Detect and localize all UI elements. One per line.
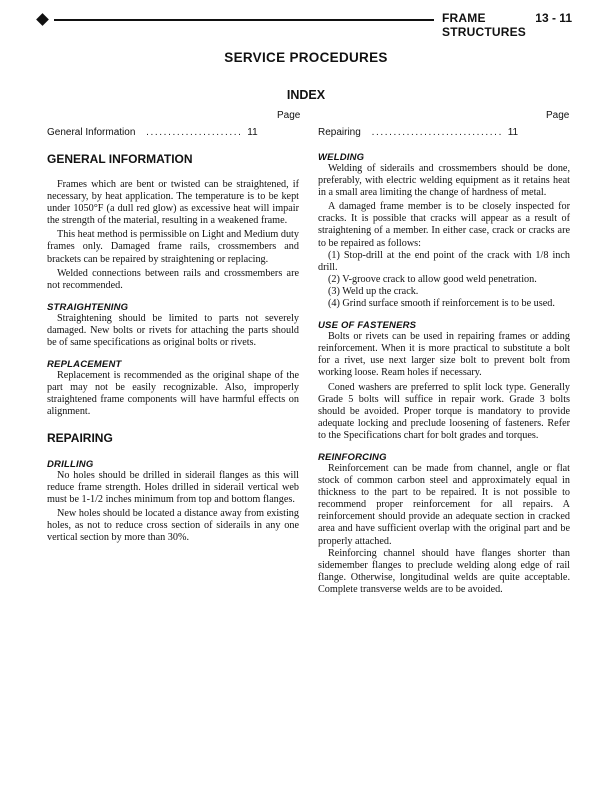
index-entry-repairing[interactable] [318, 127, 518, 138]
paragraph: This heat method is permissible on Light and Medium duty frames only. Damaged frame rails, crossmembers and brackets can be repaired by straightening or replacing. [47, 229, 299, 265]
paragraph: Frames which are bent or twisted can be straightened, if necessary, by heat application. The temperature is to be kept under 1050°F (a dull red glow) as excessive heat will impair the strength of the material, resulting in a weakened frame. [47, 179, 299, 227]
index-entry-dots: .............................. [371, 127, 503, 138]
paragraph: Bolts or rivets can be used in repairing frames or adding reinforcement. When it is more practical to substitute a bolt for a rivet, use next larger size bolt to prevent bolt from working loose. Ream holes if necessary. [318, 331, 570, 379]
diamond-icon [36, 13, 49, 26]
paragraph: A damaged frame member is to be closely inspected for cracks. It is possible that cracks will appear as a result of straightening of a member. In either case, crack or cracks are to be repaired as follows: [318, 201, 570, 249]
paragraph: Straightening should be limited to parts not severely damaged. New bolts or rivets for attaching the parts should be of same specifications as original bolts or rivets. [47, 312, 299, 349]
paragraph: Welding of siderails and crossmembers should be done, preferably, with electric welding equipment as it retains heat in a small area limiting the change of hardness of metal. [318, 163, 570, 199]
index-entry-page: 11 [507, 127, 519, 138]
paragraph: New holes should be located a distance away from existing holes, as not to reduce cross section of siderails in any one vertical section by more than 30%. [47, 507, 299, 543]
welding-heading: WELDING [318, 152, 365, 163]
straightening-heading: STRAIGHTENING [47, 301, 129, 313]
page-header [38, 10, 572, 39]
left-column [47, 152, 299, 544]
repairing-heading: REPAIRING [47, 430, 113, 445]
page-number: 13 - 11 [535, 11, 572, 25]
index-entry-label: General Information [47, 127, 136, 138]
paragraph: Welded connections between rails and crossmembers are not recommended. [47, 267, 299, 291]
paragraph: Reinforcing channel should have flanges shorter than sidemember flanges to preclude welding along edge of rail flange. Otherwise, longitudinal welds are quite acceptable. Complete transverse welds are to be avoided. [318, 547, 570, 595]
index-page-label-right: Page [546, 110, 570, 121]
header-rule [54, 19, 434, 21]
drilling-heading: DRILLING [47, 458, 94, 470]
index-entry-page: 11 [247, 127, 258, 138]
step-item: (3) Weld up the crack. [328, 285, 419, 297]
step-item: (4) Grind surface smooth if reinforcement is to be used. [328, 298, 555, 310]
fasteners-heading: USE OF FASTENERS [318, 320, 417, 332]
paragraph: Replacement is recommended as the original shape of the part may not be easily recognizable. Also, improperly straightened frame components will have harmful effects on alignment. [47, 370, 299, 418]
step-item: (2) V-groove crack to allow good weld penetration. [328, 273, 537, 285]
replacement-heading: REPLACEMENT [47, 359, 122, 371]
paragraph: Coned washers are preferred to split lock type. Generally Grade 5 bolts will suffice in repair work. Grade 3 bolts should be avoided. Proper torque is mandatory to provide adequate locking and preclude loosening of fasteners. Refer to the Specifications chart for bolt grades and torques. [318, 381, 570, 441]
index-entry-dots: ...................... [146, 127, 243, 138]
right-column [318, 152, 570, 596]
reinforcing-heading: REINFORCING [318, 451, 387, 463]
page-title: SERVICE PROCEDURES [224, 50, 388, 65]
paragraph: No holes should be drilled in siderail flanges as this will reduce frame strength. Holes drilled in siderail vertical web must be 1-1/2 inches minimum from top and bottom flanges. [47, 469, 299, 505]
paragraph: Reinforcement can be made from channel, angle or flat stock of common carbon steel and approximately equal in thickness to the part to be repaired. It is not possible to recommend proper reinforcement for all repairs. A reinforcement should provide an adequate section in cracked area and have sufficient overlap with the original part and be properly attached. [318, 462, 570, 547]
index-entry-label: Repairing [318, 127, 361, 138]
step-item: (1) Stop-drill at the end point of the crack with 1/8 inch drill. [318, 249, 570, 273]
section-title: FRAME STRUCTURES [442, 11, 527, 39]
index-page-label-left: Page [277, 110, 301, 121]
index-title: INDEX [286, 88, 326, 102]
index-entry-general-information[interactable] [47, 127, 258, 138]
general-information-heading: GENERAL INFORMATION [47, 152, 193, 166]
